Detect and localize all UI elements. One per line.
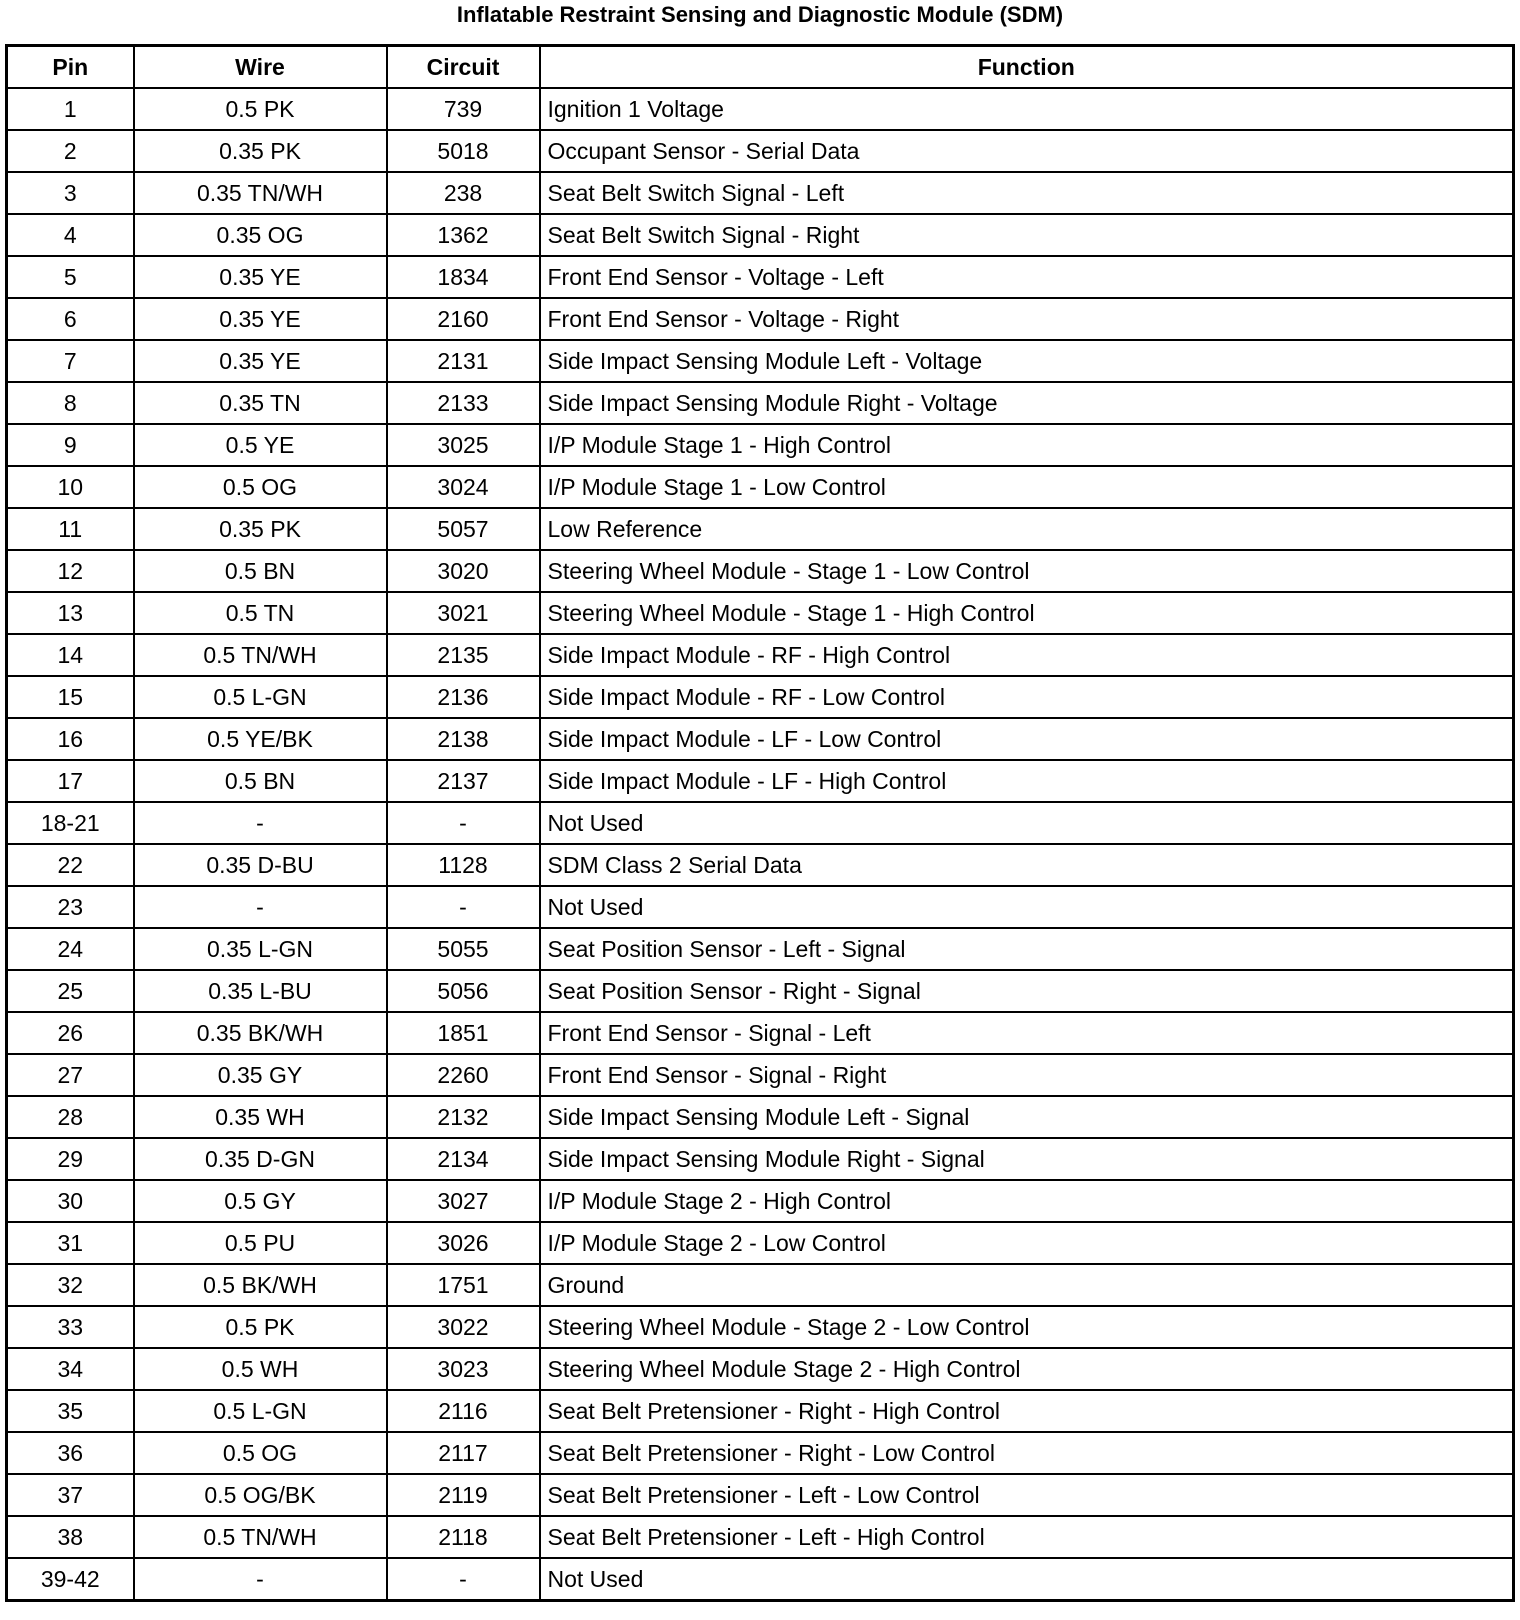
cell-wire: 0.35 TN bbox=[134, 382, 387, 424]
cell-pin: 4 bbox=[7, 214, 134, 256]
table-row bbox=[7, 1306, 1514, 1348]
cell-pin: 23 bbox=[7, 886, 134, 928]
table-row bbox=[7, 1348, 1514, 1390]
header-row bbox=[7, 46, 1514, 89]
table-row bbox=[7, 424, 1514, 466]
cell-wire: 0.5 OG bbox=[134, 1432, 387, 1474]
cell-pin: 17 bbox=[7, 760, 134, 802]
cell-function: Seat Belt Pretensioner - Left - High Control bbox=[540, 1516, 1514, 1558]
table-row bbox=[7, 844, 1514, 886]
cell-wire: 0.35 YE bbox=[134, 340, 387, 382]
table-row bbox=[7, 550, 1514, 592]
table-row bbox=[7, 172, 1514, 214]
cell-circuit: 3021 bbox=[387, 592, 540, 634]
cell-wire: 0.35 YE bbox=[134, 298, 387, 340]
cell-function: Not Used bbox=[540, 802, 1514, 844]
cell-function: Seat Position Sensor - Right - Signal bbox=[540, 970, 1514, 1012]
cell-circuit: 1851 bbox=[387, 1012, 540, 1054]
cell-pin: 6 bbox=[7, 298, 134, 340]
cell-pin: 26 bbox=[7, 1012, 134, 1054]
cell-function: Steering Wheel Module - Stage 1 - High Control bbox=[540, 592, 1514, 634]
connector-pinout-table bbox=[5, 44, 1515, 1602]
table-row bbox=[7, 1516, 1514, 1558]
cell-pin: 9 bbox=[7, 424, 134, 466]
cell-function: Not Used bbox=[540, 886, 1514, 928]
cell-pin: 32 bbox=[7, 1264, 134, 1306]
cell-wire: - bbox=[134, 802, 387, 844]
cell-wire: 0.5 TN/WH bbox=[134, 1516, 387, 1558]
cell-pin: 35 bbox=[7, 1390, 134, 1432]
cell-pin: 14 bbox=[7, 634, 134, 676]
cell-circuit: - bbox=[387, 1558, 540, 1601]
cell-circuit: 2119 bbox=[387, 1474, 540, 1516]
cell-pin: 2 bbox=[7, 130, 134, 172]
cell-function: Seat Belt Pretensioner - Right - High Control bbox=[540, 1390, 1514, 1432]
cell-pin: 8 bbox=[7, 382, 134, 424]
cell-wire: 0.35 TN/WH bbox=[134, 172, 387, 214]
cell-circuit: 5057 bbox=[387, 508, 540, 550]
cell-wire: 0.35 PK bbox=[134, 130, 387, 172]
cell-pin: 37 bbox=[7, 1474, 134, 1516]
cell-circuit: 2260 bbox=[387, 1054, 540, 1096]
table-row bbox=[7, 214, 1514, 256]
cell-pin: 1 bbox=[7, 88, 134, 130]
table-row bbox=[7, 340, 1514, 382]
table-row bbox=[7, 970, 1514, 1012]
cell-wire: 0.5 YE bbox=[134, 424, 387, 466]
cell-circuit: 5055 bbox=[387, 928, 540, 970]
cell-wire: 0.35 L-GN bbox=[134, 928, 387, 970]
cell-pin: 18-21 bbox=[7, 802, 134, 844]
cell-function: Side Impact Module - LF - High Control bbox=[540, 760, 1514, 802]
table-row bbox=[7, 1390, 1514, 1432]
cell-wire: 0.35 OG bbox=[134, 214, 387, 256]
cell-function: Side Impact Module - RF - High Control bbox=[540, 634, 1514, 676]
cell-function: Front End Sensor - Voltage - Right bbox=[540, 298, 1514, 340]
cell-wire: 0.35 PK bbox=[134, 508, 387, 550]
table-row bbox=[7, 466, 1514, 508]
table-row bbox=[7, 676, 1514, 718]
cell-pin: 24 bbox=[7, 928, 134, 970]
cell-function: Seat Belt Pretensioner - Left - Low Control bbox=[540, 1474, 1514, 1516]
cell-wire: 0.5 L-GN bbox=[134, 676, 387, 718]
cell-circuit: 2133 bbox=[387, 382, 540, 424]
table-row bbox=[7, 1474, 1514, 1516]
cell-pin: 10 bbox=[7, 466, 134, 508]
cell-pin: 11 bbox=[7, 508, 134, 550]
cell-pin: 27 bbox=[7, 1054, 134, 1096]
cell-circuit: 3020 bbox=[387, 550, 540, 592]
cell-circuit: 3024 bbox=[387, 466, 540, 508]
table-row bbox=[7, 1054, 1514, 1096]
cell-function: Side Impact Module - LF - Low Control bbox=[540, 718, 1514, 760]
cell-circuit: 1751 bbox=[387, 1264, 540, 1306]
cell-wire: 0.5 L-GN bbox=[134, 1390, 387, 1432]
cell-circuit: 5018 bbox=[387, 130, 540, 172]
table-row bbox=[7, 88, 1514, 130]
cell-function: I/P Module Stage 2 - High Control bbox=[540, 1180, 1514, 1222]
column-header-function: Function bbox=[540, 46, 1514, 89]
cell-circuit: 2135 bbox=[387, 634, 540, 676]
cell-function: Steering Wheel Module - Stage 2 - Low Control bbox=[540, 1306, 1514, 1348]
cell-function: Side Impact Sensing Module Right - Voltage bbox=[540, 382, 1514, 424]
cell-function: I/P Module Stage 1 - Low Control bbox=[540, 466, 1514, 508]
cell-circuit: 2137 bbox=[387, 760, 540, 802]
cell-function: Ground bbox=[540, 1264, 1514, 1306]
cell-wire: 0.5 WH bbox=[134, 1348, 387, 1390]
table-row bbox=[7, 802, 1514, 844]
cell-wire: 0.5 OG/BK bbox=[134, 1474, 387, 1516]
cell-circuit: 739 bbox=[387, 88, 540, 130]
cell-wire: 0.5 PK bbox=[134, 1306, 387, 1348]
cell-circuit: 3023 bbox=[387, 1348, 540, 1390]
table-row bbox=[7, 1012, 1514, 1054]
table-row bbox=[7, 718, 1514, 760]
table-row bbox=[7, 634, 1514, 676]
cell-circuit: 2116 bbox=[387, 1390, 540, 1432]
cell-circuit: 3027 bbox=[387, 1180, 540, 1222]
cell-pin: 25 bbox=[7, 970, 134, 1012]
cell-circuit: 2118 bbox=[387, 1516, 540, 1558]
cell-function: Side Impact Sensing Module Left - Voltage bbox=[540, 340, 1514, 382]
cell-circuit: 238 bbox=[387, 172, 540, 214]
cell-circuit: 2134 bbox=[387, 1138, 540, 1180]
cell-circuit: 2117 bbox=[387, 1432, 540, 1474]
cell-function: Steering Wheel Module - Stage 1 - Low Control bbox=[540, 550, 1514, 592]
table-row bbox=[7, 1432, 1514, 1474]
cell-pin: 12 bbox=[7, 550, 134, 592]
cell-wire: 0.5 TN bbox=[134, 592, 387, 634]
cell-pin: 22 bbox=[7, 844, 134, 886]
column-header-pin: Pin bbox=[7, 46, 134, 89]
cell-pin: 15 bbox=[7, 676, 134, 718]
table-row bbox=[7, 298, 1514, 340]
cell-wire: 0.35 D-BU bbox=[134, 844, 387, 886]
column-header-wire: Wire bbox=[134, 46, 387, 89]
table-row bbox=[7, 382, 1514, 424]
column-header-circuit: Circuit bbox=[387, 46, 540, 89]
cell-function: Seat Belt Switch Signal - Left bbox=[540, 172, 1514, 214]
cell-circuit: 1834 bbox=[387, 256, 540, 298]
table-row bbox=[7, 886, 1514, 928]
cell-wire: 0.5 GY bbox=[134, 1180, 387, 1222]
cell-wire: 0.35 BK/WH bbox=[134, 1012, 387, 1054]
cell-function: SDM Class 2 Serial Data bbox=[540, 844, 1514, 886]
cell-pin: 13 bbox=[7, 592, 134, 634]
cell-function: I/P Module Stage 2 - Low Control bbox=[540, 1222, 1514, 1264]
cell-wire: 0.5 TN/WH bbox=[134, 634, 387, 676]
table-row bbox=[7, 1138, 1514, 1180]
cell-function: Front End Sensor - Voltage - Left bbox=[540, 256, 1514, 298]
cell-circuit: 3022 bbox=[387, 1306, 540, 1348]
cell-circuit: - bbox=[387, 802, 540, 844]
cell-pin: 28 bbox=[7, 1096, 134, 1138]
table-row bbox=[7, 130, 1514, 172]
table-row bbox=[7, 592, 1514, 634]
cell-pin: 5 bbox=[7, 256, 134, 298]
cell-wire: 0.35 L-BU bbox=[134, 970, 387, 1012]
table-title: Inflatable Restraint Sensing and Diagnostic Module (SDM) bbox=[456, 2, 1064, 27]
cell-function: Side Impact Sensing Module Left - Signal bbox=[540, 1096, 1514, 1138]
cell-function: Low Reference bbox=[540, 508, 1514, 550]
cell-wire: 0.35 GY bbox=[134, 1054, 387, 1096]
cell-circuit: 2131 bbox=[387, 340, 540, 382]
cell-function: Front End Sensor - Signal - Right bbox=[540, 1054, 1514, 1096]
table-row bbox=[7, 1096, 1514, 1138]
cell-function: Front End Sensor - Signal - Left bbox=[540, 1012, 1514, 1054]
cell-circuit: 3026 bbox=[387, 1222, 540, 1264]
cell-circuit: 2132 bbox=[387, 1096, 540, 1138]
cell-circuit: 5056 bbox=[387, 970, 540, 1012]
cell-circuit: - bbox=[387, 886, 540, 928]
table-row bbox=[7, 1180, 1514, 1222]
cell-function: Side Impact Sensing Module Right - Signal bbox=[540, 1138, 1514, 1180]
cell-pin: 39-42 bbox=[7, 1558, 134, 1601]
cell-function: Seat Belt Pretensioner - Right - Low Control bbox=[540, 1432, 1514, 1474]
cell-wire: - bbox=[134, 1558, 387, 1601]
cell-function: Steering Wheel Module Stage 2 - High Control bbox=[540, 1348, 1514, 1390]
table-row bbox=[7, 1264, 1514, 1306]
cell-function: Ignition 1 Voltage bbox=[540, 88, 1514, 130]
table-row bbox=[7, 508, 1514, 550]
table-row bbox=[7, 760, 1514, 802]
cell-circuit: 3025 bbox=[387, 424, 540, 466]
cell-wire: 0.35 D-GN bbox=[134, 1138, 387, 1180]
cell-pin: 38 bbox=[7, 1516, 134, 1558]
cell-function: Occupant Sensor - Serial Data bbox=[540, 130, 1514, 172]
cell-function: I/P Module Stage 1 - High Control bbox=[540, 424, 1514, 466]
cell-wire: 0.5 BK/WH bbox=[134, 1264, 387, 1306]
table-row bbox=[7, 1558, 1514, 1601]
cell-pin: 16 bbox=[7, 718, 134, 760]
table-row bbox=[7, 1222, 1514, 1264]
cell-pin: 33 bbox=[7, 1306, 134, 1348]
cell-wire: 0.5 PK bbox=[134, 88, 387, 130]
cell-function: Side Impact Module - RF - Low Control bbox=[540, 676, 1514, 718]
cell-pin: 29 bbox=[7, 1138, 134, 1180]
cell-wire: 0.35 YE bbox=[134, 256, 387, 298]
cell-function: Not Used bbox=[540, 1558, 1514, 1601]
cell-wire: 0.5 BN bbox=[134, 760, 387, 802]
cell-wire: - bbox=[134, 886, 387, 928]
cell-wire: 0.5 BN bbox=[134, 550, 387, 592]
cell-circuit: 1362 bbox=[387, 214, 540, 256]
cell-pin: 3 bbox=[7, 172, 134, 214]
cell-circuit: 2138 bbox=[387, 718, 540, 760]
cell-function: Seat Belt Switch Signal - Right bbox=[540, 214, 1514, 256]
cell-pin: 30 bbox=[7, 1180, 134, 1222]
cell-pin: 31 bbox=[7, 1222, 134, 1264]
cell-circuit: 2160 bbox=[387, 298, 540, 340]
cell-circuit: 2136 bbox=[387, 676, 540, 718]
cell-wire: 0.5 OG bbox=[134, 466, 387, 508]
cell-pin: 7 bbox=[7, 340, 134, 382]
cell-pin: 34 bbox=[7, 1348, 134, 1390]
cell-wire: 0.5 PU bbox=[134, 1222, 387, 1264]
cell-wire: 0.5 YE/BK bbox=[134, 718, 387, 760]
table-row bbox=[7, 256, 1514, 298]
cell-pin: 36 bbox=[7, 1432, 134, 1474]
cell-function: Seat Position Sensor - Left - Signal bbox=[540, 928, 1514, 970]
cell-wire: 0.35 WH bbox=[134, 1096, 387, 1138]
cell-circuit: 1128 bbox=[387, 844, 540, 886]
table-row bbox=[7, 928, 1514, 970]
table-body bbox=[7, 88, 1514, 1601]
